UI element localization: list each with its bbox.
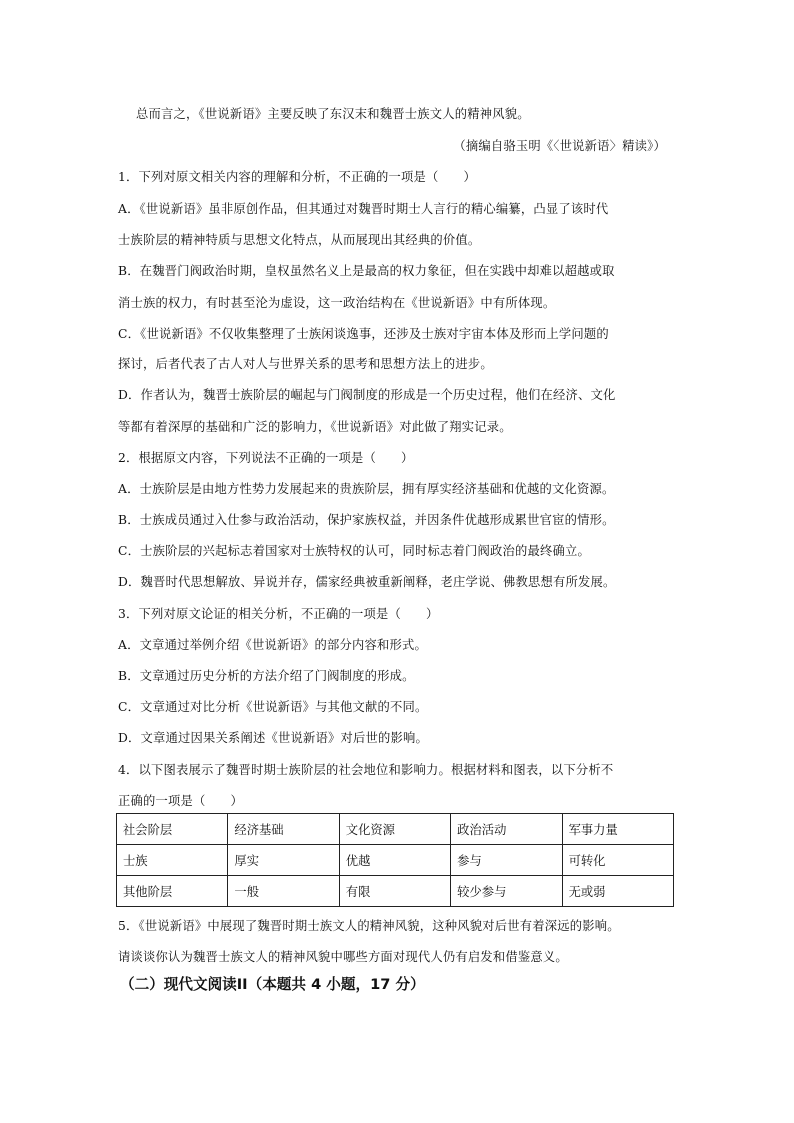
section-heading: （二）现代文阅读II（本题共 4 小题，17 分） — [120, 976, 425, 993]
table-cell: 其他阶层 — [117, 876, 228, 907]
q2-option-c: C．士族阶层的兴起标志着国家对士族特权的认可，同时标志着门阀政治的最终确立。 — [118, 544, 590, 558]
q3-option-b: B．文章通过历史分析的方法介绍了门阀制度的形成。 — [118, 669, 415, 683]
table-cell: 士族 — [117, 845, 228, 876]
q3-option-c: C．文章通过对比分析《世说新语》与其他文献的不同。 — [118, 700, 428, 714]
q1-stem: 1．下列对原文相关内容的理解和分析，不正确的一项是（ ） — [118, 170, 476, 184]
table-cell: 厚实 — [228, 845, 339, 876]
table-cell: 较少参与 — [451, 876, 562, 907]
q1-option-c-line1: C．《世说新语》不仅收集整理了士族闲谈逸事，还涉及士族对宇宙本体及形而上学问题的 — [118, 327, 609, 341]
q1-option-d-line2: 等都有着深厚的基础和广泛的影响力，《世说新语》对此做了翔实记录。 — [118, 420, 512, 434]
table-header-cell: 政治活动 — [451, 814, 562, 845]
q4-stem-line2: 正确的一项是（ ） — [118, 794, 243, 808]
table-row — [117, 876, 674, 907]
social-status-table — [116, 813, 674, 907]
q4-stem-line1: 4．以下图表展示了魏晋时期士族阶层的社会地位和影响力。根据材料和图表，以下分析不 — [118, 763, 614, 777]
table-header-cell: 社会阶层 — [117, 814, 228, 845]
q1-option-a-line2: 士族阶层的精神特质与思想文化特点，从而展现出其经典的价值。 — [118, 233, 481, 247]
q2-stem: 2．根据原文内容，下列说法不正确的一项是（ ） — [118, 451, 414, 465]
summary-paragraph: 总而言之，《世说新语》主要反映了东汉末和魏晋士族文人的精神风貌。 — [136, 107, 530, 121]
table-header-row — [117, 814, 674, 845]
table-cell: 参与 — [451, 845, 562, 876]
table-cell: 优越 — [339, 845, 450, 876]
table-header-cell: 经济基础 — [228, 814, 339, 845]
q1-option-d-line1: D．作者认为，魏晋士族阶层的崛起与门阀制度的形成是一个历史过程，他们在经济、文化 — [118, 388, 616, 402]
q3-option-d: D．文章通过因果关系阐述《世说新语》对后世的影响。 — [118, 731, 428, 745]
q1-option-a-line1: A．《世说新语》虽非原创作品，但其通过对魏晋时期士人言行的精心编纂，凸显了该时代 — [118, 202, 609, 216]
q5-line1: 5．《世说新语》中展现了魏晋时期士族文人的精神风貌，这种风貌对后世有着深远的影响。 — [118, 919, 620, 933]
source-citation: （摘编自骆玉明《〈世说新语〉精读》） — [453, 139, 666, 153]
table-cell: 一般 — [228, 876, 339, 907]
table-row — [117, 845, 674, 876]
table-header-cell: 文化资源 — [339, 814, 450, 845]
q1-option-b-line2: 消士族的权力，有时甚至沦为虚设，这一政治结构在《世说新语》中有所体现。 — [118, 296, 556, 310]
table-cell: 无或弱 — [562, 876, 673, 907]
q2-option-b: B．士族成员通过入仕参与政治活动，保护家族权益，并因条件优越形成累世官宦的情形。 — [118, 513, 615, 527]
q1-option-b-line1: B．在魏晋门阀政治时期，皇权虽然名义上是最高的权力象征，但在实践中却难以超越或取 — [118, 264, 615, 278]
q2-option-a: A．士族阶层是由地方性势力发展起来的贵族阶层，拥有厚实经济基础和优越的文化资源。 — [118, 482, 615, 496]
table-header-cell: 军事力量 — [562, 814, 673, 845]
q1-option-c-line2: 探讨，后者代表了古人对人与世界关系的思考和思想方法上的进步。 — [118, 357, 493, 371]
table-cell: 可转化 — [562, 845, 673, 876]
q3-stem: 3．下列对原文论证的相关分析，不正确的一项是（ ） — [118, 607, 439, 621]
table-cell: 有限 — [339, 876, 450, 907]
q5-line2: 请谈谈你认为魏晋士族文人的精神风貌中哪些方面对现代人仍有启发和借鉴意义。 — [118, 950, 568, 964]
q2-option-d: D．魏晋时代思想解放、异说并存，儒家经典被重新阐释，老庄学说、佛教思想有所发展。 — [118, 575, 616, 589]
q3-option-a: A．文章通过举例介绍《世说新语》的部分内容和形式。 — [118, 638, 428, 652]
